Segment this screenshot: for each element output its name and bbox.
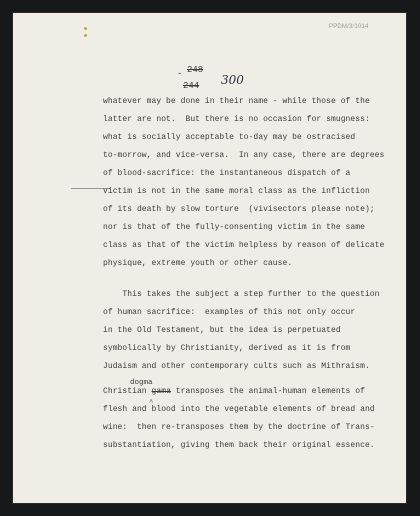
text-line: whatever may be done in their name - while those of the [103,97,370,106]
struck-page-number: 248 [187,65,204,75]
insertion-caret: ^ [149,399,154,407]
text-line: Judaism and other contemporary cults such as Mithraism. [103,362,370,371]
text-line: flesh and blood into the vegetable elements of bread and [103,405,375,414]
text-line: latter are not. But there is no occasion for smugness: [103,115,370,124]
document-page [13,13,406,503]
text-line: what is socially acceptable to-day may be ostracised [103,133,356,142]
text-line: nor is that of the fully-consenting victim in the same [103,223,365,232]
text-line: victim is not in the same moral class as the infliction [103,187,370,196]
text-line: Christian gama transposes the animal-human elements of [103,387,365,396]
text-line: substantiation, giving them back their original essence. [103,441,375,450]
text-line: of its death by slow torture (vivisectors please note); [103,205,375,214]
struck-page-number: 244 [183,81,200,91]
text-line: This takes the subject a step further to the question [103,290,380,299]
staple-mark [84,27,87,30]
inserted-word: dogma [130,379,153,387]
text-line: in the Old Testament, but the idea is perpetuated [103,326,341,335]
text-line: to-morrow, and vice-versa. In any case, there are degrees [103,151,385,160]
page-number-dash: - [177,69,183,79]
text-line: physique, extreme youth or other cause. [103,259,293,268]
staple-mark [84,34,87,37]
archive-reference: PPDM/3/1014 [329,24,369,30]
current-page-number: 300 [221,73,244,87]
text-line: symbolically by Christianity, derived as it is from [103,344,351,353]
text-line: wine: then re-transposes them by the doctrine of Trans- [103,423,375,432]
page-number-block [177,55,267,95]
text-line: of human sacrifice: examples of this not only occur [103,308,356,317]
text-line: class as that of the victim helpless by reason of delicate [103,241,385,250]
text-line: of blood-sacrifice: the instantaneous dispatch of a [103,169,351,178]
